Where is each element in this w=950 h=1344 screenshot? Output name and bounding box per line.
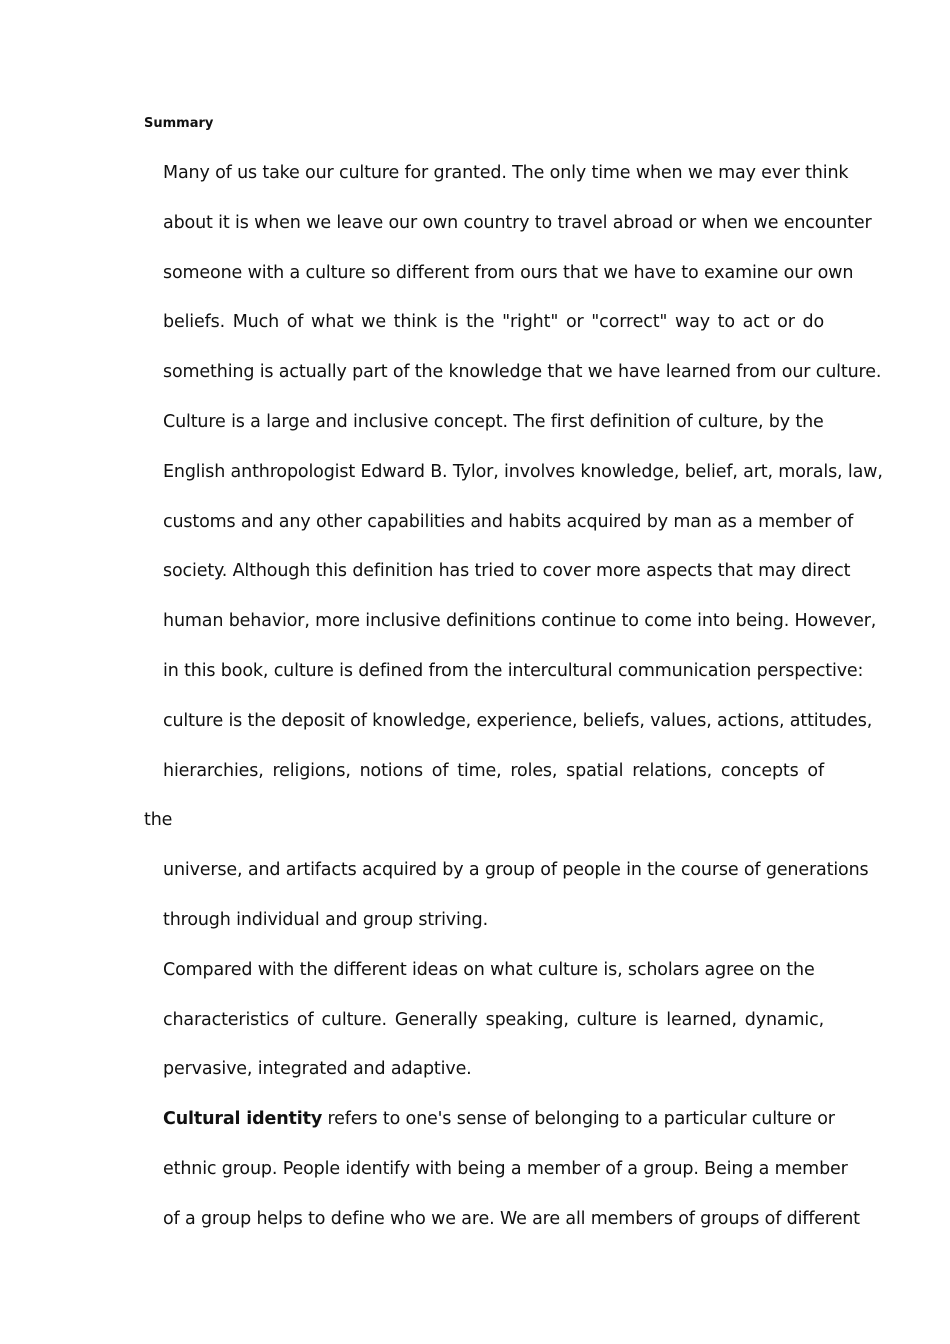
text-segment: refers to one's sense of belonging to a particular culture or bbox=[322, 1109, 835, 1130]
text-line bbox=[144, 1095, 835, 1145]
text-line: through individual and group striving. bbox=[163, 909, 489, 930]
text-line: beliefs. Much of what we think is the "right" or "correct" way to act or do bbox=[163, 312, 824, 333]
text-line: Compared with the different ideas on what culture is, scholars agree on the bbox=[163, 959, 815, 980]
text-line: universe, and artifacts acquired by a group of people in the course of generations bbox=[163, 860, 869, 881]
paragraph-culture-definition bbox=[144, 398, 883, 946]
text-line: customs and any other capabilities and habits acquired by man as a member of bbox=[163, 511, 854, 532]
cultural-identity-term: Cultural identity bbox=[163, 1109, 323, 1130]
paragraph-culture-taken-for-granted bbox=[144, 149, 882, 398]
text-line: about it is when we leave our own country to travel abroad or when we encounter bbox=[163, 212, 872, 233]
text-line: in this book, culture is defined from the intercultural communication perspective: bbox=[163, 660, 864, 681]
text-line: hierarchies, religions, notions of time, roles, spatial relations, concepts of the bbox=[144, 760, 824, 831]
text-line: characteristics of culture. Generally speaking, culture is learned, dynamic, bbox=[163, 1009, 824, 1030]
paragraph-culture-characteristics bbox=[144, 946, 824, 1095]
summary-heading: Summary bbox=[144, 116, 214, 131]
text-line: Culture is a large and inclusive concept. The first definition of culture, by the bbox=[163, 411, 824, 432]
text-line: of a group helps to define who we are. We are all members of groups of different bbox=[163, 1208, 860, 1229]
text-line: English anthropologist Edward B. Tylor, involves knowledge, belief, art, morals, law, bbox=[163, 461, 883, 482]
text-line: human behavior, more inclusive definitions continue to come into being. However, bbox=[163, 611, 877, 632]
text-line: Many of us take our culture for granted. The only time when we may ever think bbox=[163, 163, 849, 183]
text-line: something is actually part of the knowledge that we have learned from our culture. bbox=[163, 362, 882, 383]
paragraph-cultural-identity bbox=[144, 1095, 860, 1244]
summary-body bbox=[144, 149, 883, 1245]
text-line: ethnic group. People identify with being a member of a group. Being a member bbox=[163, 1158, 848, 1179]
text-line: culture is the deposit of knowledge, experience, beliefs, values, actions, attitudes, bbox=[163, 710, 873, 731]
text-line: someone with a culture so different from ours that we have to examine our own bbox=[163, 262, 854, 283]
text-line: society. Although this definition has tried to cover more aspects that may direct bbox=[163, 561, 851, 582]
text-line: pervasive, integrated and adaptive. bbox=[163, 1059, 472, 1080]
